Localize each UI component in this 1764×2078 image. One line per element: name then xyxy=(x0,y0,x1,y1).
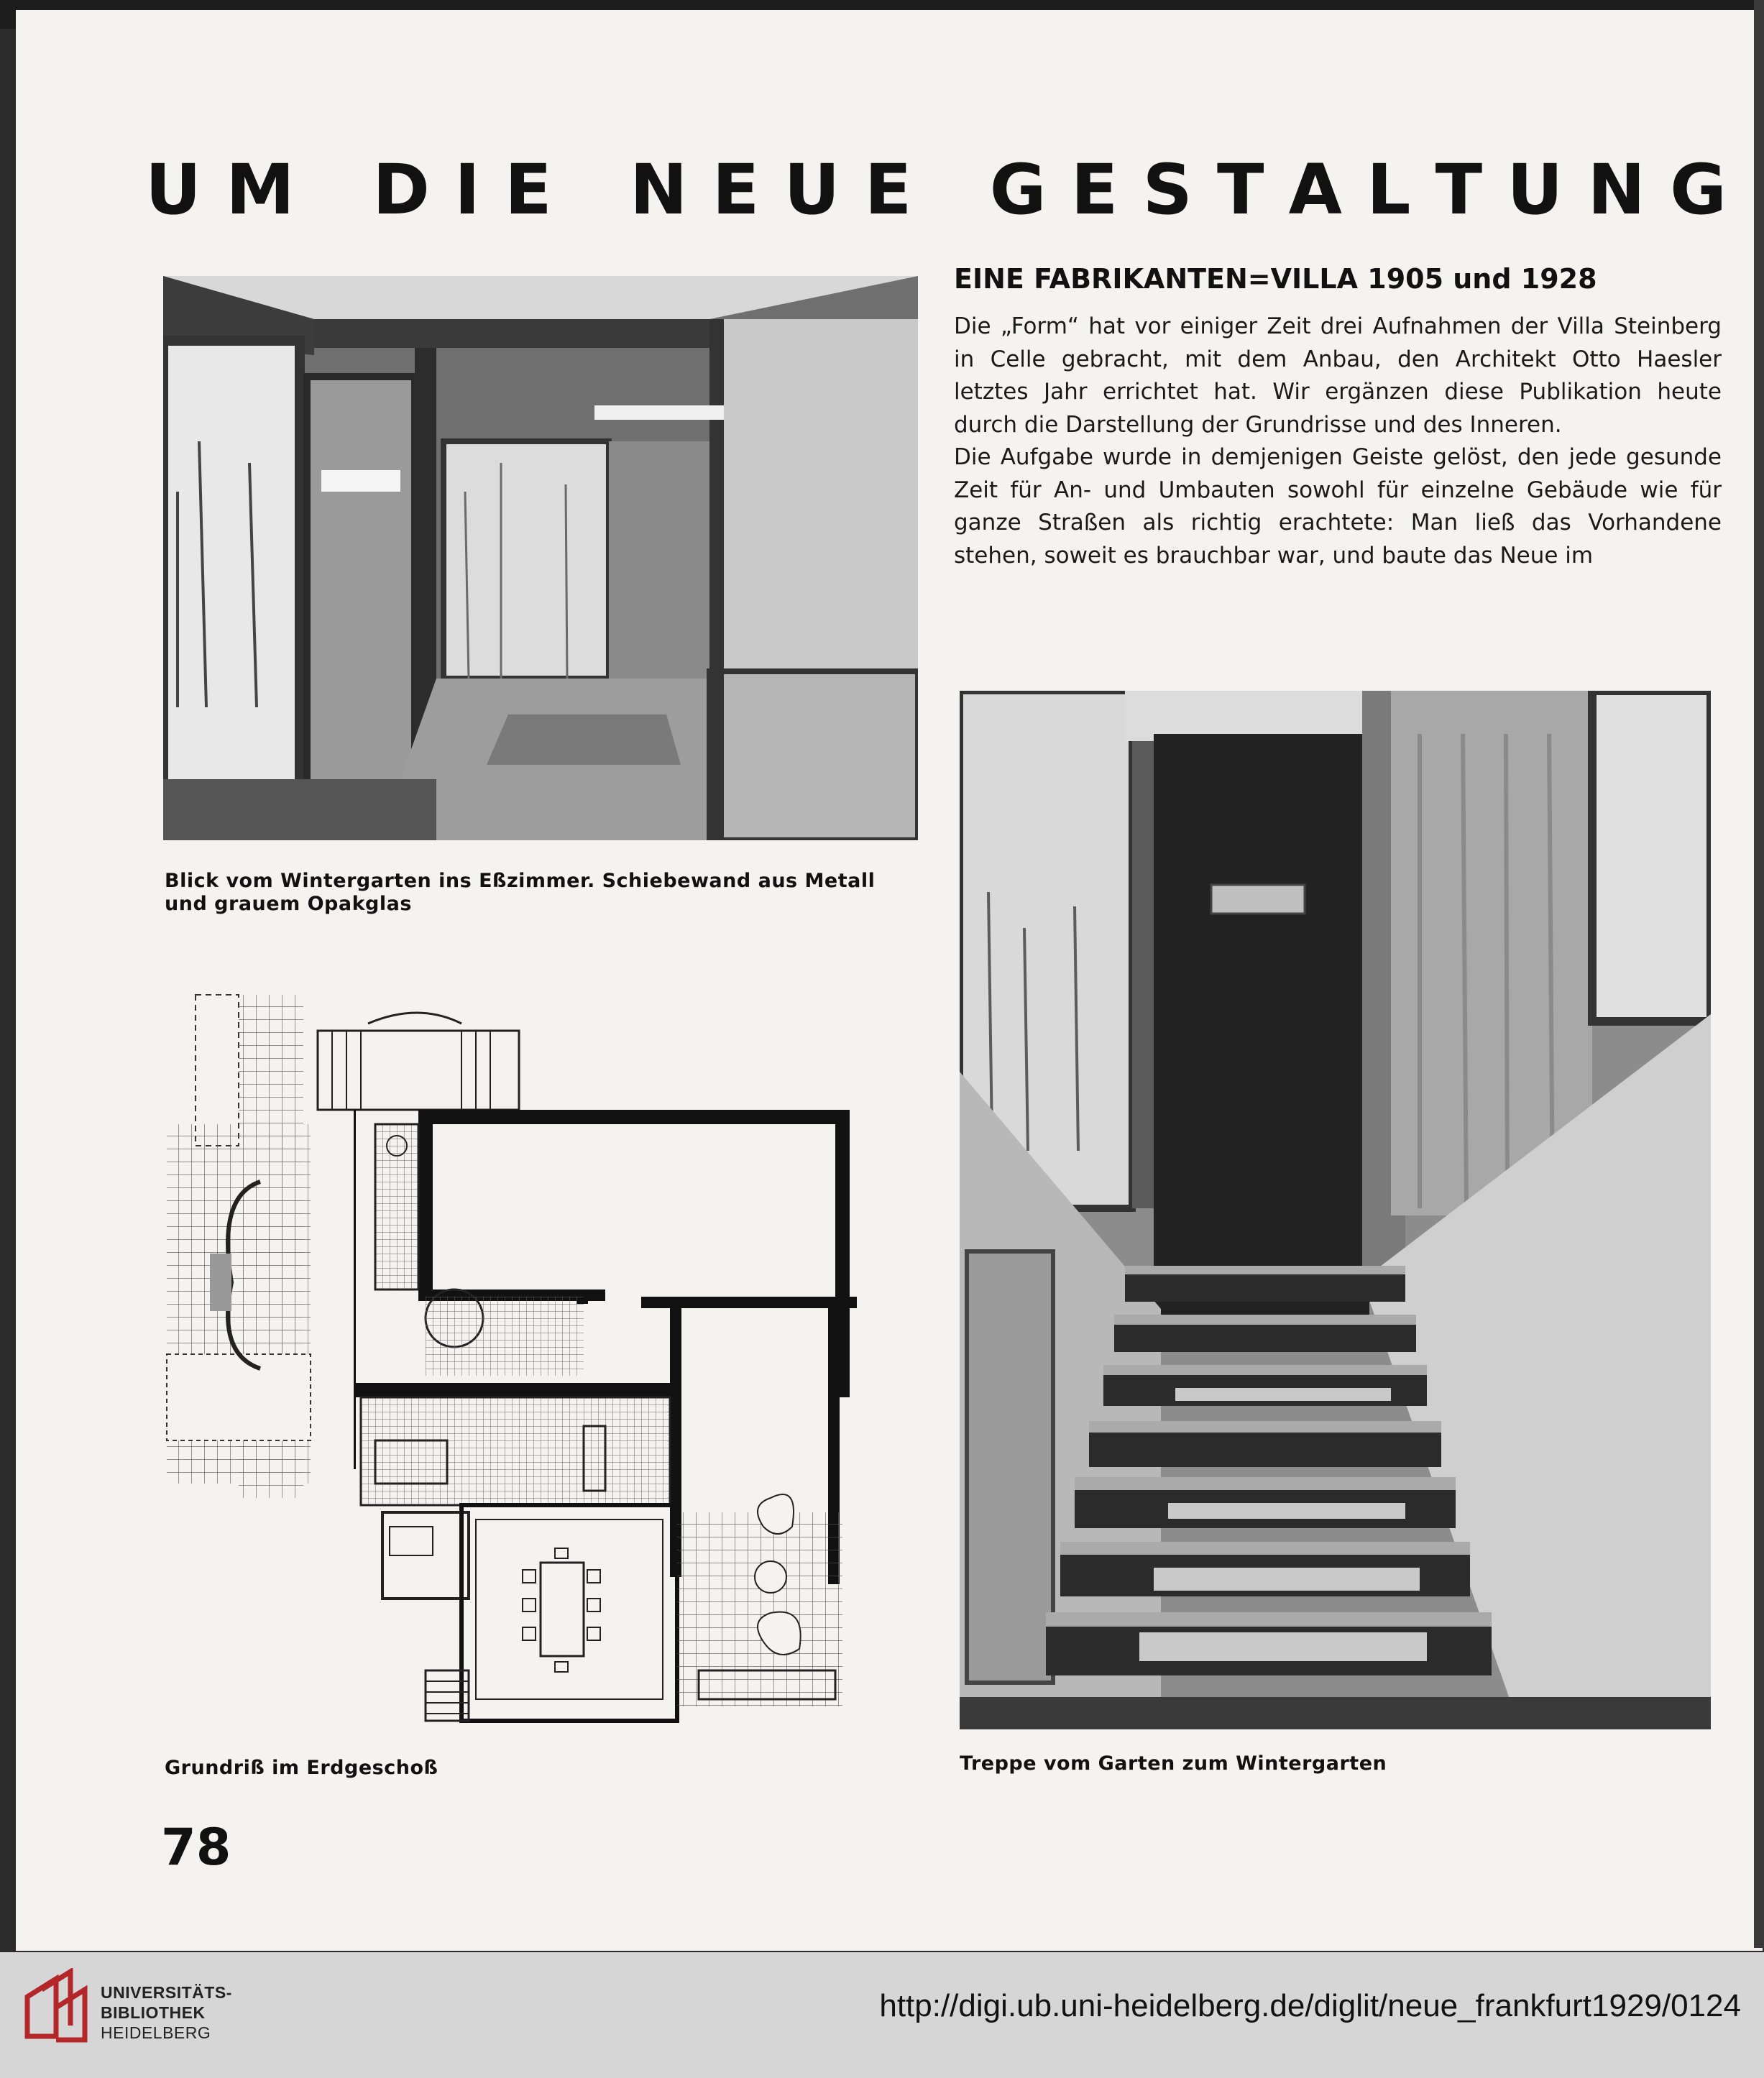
headline-letter: U xyxy=(1507,150,1563,230)
floor-plan-drawing xyxy=(152,980,886,1728)
headline-letter: A xyxy=(1288,150,1342,230)
headline-letter: S xyxy=(1142,150,1193,230)
staircase-photo xyxy=(960,691,1711,1729)
headline-letter: D xyxy=(372,150,430,230)
library-name-line-1: UNIVERSITÄTS- xyxy=(101,1983,232,2002)
library-name xyxy=(101,1982,232,2043)
headline-letter: L xyxy=(1366,150,1411,230)
headline-letter: T xyxy=(1216,150,1264,230)
article-body xyxy=(954,311,1722,572)
source-url-link[interactable]: http://digi.ub.uni-heidelberg.de/diglit/neue_frankfurt1929/0124 xyxy=(879,1988,1741,2023)
headline-letter: U xyxy=(784,150,840,230)
headline-letter: E xyxy=(712,150,760,230)
winter-garden-photo xyxy=(163,276,918,840)
headline-letter: T xyxy=(1435,150,1483,230)
page-number: 78 xyxy=(161,1818,231,1877)
scan-border-right xyxy=(1754,0,1764,1948)
headline-letter: M xyxy=(226,150,295,230)
library-logo-icon xyxy=(20,1968,92,2047)
library-footer xyxy=(0,1952,1764,2078)
article-paragraph-2: Die Aufgabe wurde in demjenigen Geiste gelöst, den jede gesunde Zeit für An- und Umbauten sowohl für einzelne Gebäude wie für ganze Straßen als richtig erachtete: Man ließ das Vorhandene stehen, soweit es brauchbar war, und baute das Neue im xyxy=(954,444,1722,569)
headline xyxy=(145,147,1727,233)
winter-garden-caption: Blick vom Wintergarten ins Eßzimmer. Schiebewand aus Metall und grauem Opakglas xyxy=(165,870,876,915)
headline-letter: E xyxy=(505,150,552,230)
library-name-line-2: BIBLIOTHEK xyxy=(101,2003,206,2022)
headline-letter: E xyxy=(864,150,912,230)
headline-letter: G xyxy=(989,150,1047,230)
headline-letter: G xyxy=(1670,150,1727,230)
library-name-line-3: HEIDELBERG xyxy=(101,2023,211,2042)
headline-letter: U xyxy=(145,150,201,230)
headline-letter: E xyxy=(1070,150,1118,230)
magazine-page xyxy=(16,10,1763,1951)
headline-letter: I xyxy=(454,150,480,230)
floor-plan-caption: Grundriß im Erdgeschoß xyxy=(165,1757,438,1779)
article-title: EINE FABRIKANTEN=VILLA 1905 und 1928 xyxy=(954,263,1597,295)
headline-letter: N xyxy=(1587,150,1645,230)
article-paragraph-1: Die „Form“ hat vor einiger Zeit drei Aufnahmen der Villa Steinberg in Celle gebracht, mit dem Anbau, den Architekt Otto Haesler letztes Jahr errichtet hat. Wir ergänzen diese Publikation heute durch die Darstellung der Grundrisse und des Inneren. xyxy=(954,313,1722,438)
staircase-caption: Treppe vom Garten zum Wintergarten xyxy=(960,1752,1387,1775)
headline-letter: N xyxy=(630,150,688,230)
